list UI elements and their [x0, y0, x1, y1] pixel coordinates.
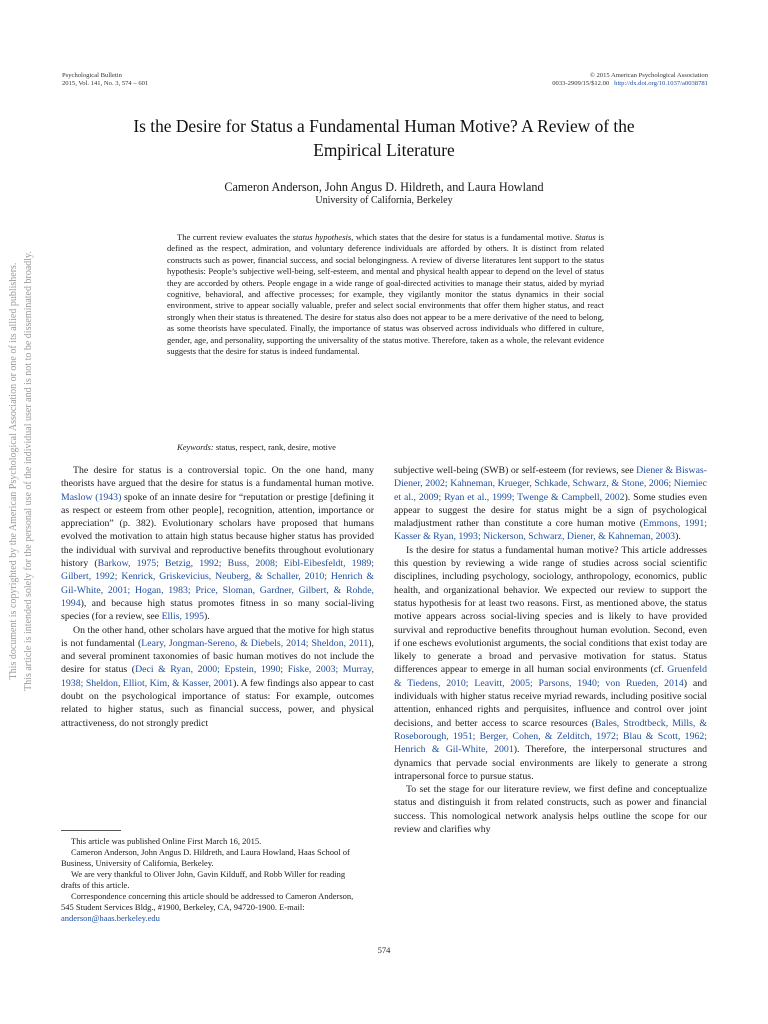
copyright-header	[552, 72, 708, 88]
citation-link[interactable]: Ellis, 1995	[161, 611, 205, 623]
keywords-text: status, respect, rank, desire, motive	[213, 442, 336, 452]
journal-header	[62, 72, 148, 88]
abstract-emphasis: Status	[574, 232, 596, 242]
abstract-part: The current review evaluates the	[177, 232, 293, 242]
citation-link[interactable]: Emmons, 1991; Kasser & Ryan, 1993; Nickerson, Schwarz, Diener, & Kahneman, 2003	[394, 518, 707, 543]
text-run: subjective well-being (SWB) or self-esteem (for reviews, see	[394, 465, 637, 476]
abstract-text	[167, 232, 604, 357]
keywords-label: Keywords:	[177, 442, 214, 452]
abstract-part: is defined as the respect, admiration, and voluntary deference individuals are afforded by others. It is distinct from related constructs such as power, financial success, and social belongingness. A review of diverse literatures lent support to the status hypothesis: People’s subjective well-being, self-esteem, and mental and physical health appear to depend on the level of status they are accorded by others. People engage in a wide range of goal-directed activities to manage their status, aided by myriad cognitive, behavioral, and affective processes; for example, they vigilantly monitor the status dynamics in their social environment, strive to appear socially valuable, prefer and select social environments that offer them higher status, and react strongly when their status is threatened. The desire for status also does not appear to be a mere derivative of the need to belong, as some theorists have speculated. Finally, the importance of status was observed across individuals who differed in culture, gender, age, and personality, supporting the universality of the status motive. Therefore, taken as a whole, the relevant evidence suggests that the desire for status is indeed fundamental.	[167, 232, 605, 357]
citation-link[interactable]: Deci & Ryan, 2000; Epstein, 1990; Fiske, 2003; Murray, 1938; Sheldon, Elliot, Kim, & Kasser, 2001	[61, 664, 374, 689]
footnote-correspondence	[61, 891, 361, 924]
citation-link[interactable]: Gruenfeld & Tiedens, 2010; Leavitt, 2005; Parsons, 1940; von Rueden, 2014	[394, 664, 707, 689]
paragraph	[394, 544, 707, 783]
text-run: ), and because high status promotes fitness in so many social-living species (for a review, see	[61, 597, 374, 623]
copyright-sidenote	[6, 191, 44, 751]
text-run: On the other hand, other scholars have argued that the motive for high status is not fundamental (	[61, 624, 374, 649]
email-link[interactable]: anderson@haas.berkeley.edu	[61, 913, 160, 923]
issn-doi-line	[552, 80, 708, 88]
text-run: Is the desire for status a fundamental human motive? This article addresses this question by reviewing a wide range of studies across social scientific disciplines, including psychology, sociology, anthropology, economics, public health, and organizational behavior. We expected our review to support the status hypothesis for at least two reasons. First, as mentioned above, the status motive appears across social-living species and is likely to have provided survival and reproductive benefits throughout human evolution. Second, even if one eschews evolutionist arguments, the social conditions that exist today are likely to generate a broad and pervasive motivation for status. Status differences appear to emerge in all human social environments (cf.	[394, 544, 707, 676]
paragraph: To set the stage for our literature review, we first define and conceptualize status and distinguish it from related constructs, such as power and financial success. This nomological network analysis helps outline the scope for our review and clarifies why	[394, 784, 707, 836]
footnote-rule	[61, 830, 121, 831]
sidenote-line-1: This document is copyrighted by the American Psychological Association or one of its allied publishers.	[8, 262, 19, 680]
volume-info: 2015, Vol. 141, No. 3, 574 – 601	[62, 80, 149, 87]
text-run: ).	[204, 611, 210, 623]
text-run: The desire for status is a controversial topic. On the one hand, many theorists have argued that the desire for status is a fundamental human motive.	[61, 465, 374, 490]
issn: 0033-2909/15/$12.00	[552, 80, 610, 87]
affiliation: University of California, Berkeley	[315, 195, 453, 206]
sidenote-line-2: This article is intended solely for the personal use of the individual user and is not to be disseminated broadly.	[23, 251, 34, 691]
abstract-emphasis: status hypothesis	[292, 232, 352, 242]
abstract	[167, 232, 604, 357]
journal-name: Psychological Bulletin	[62, 72, 122, 79]
footnote-affiliation: Cameron Anderson, John Angus D. Hildreth, and Laura Howland, Haas School of Business, University of California, Berkeley.	[61, 847, 350, 868]
page-number: 574	[377, 945, 391, 955]
paragraph	[394, 464, 707, 544]
body-column-left	[61, 464, 374, 730]
footnote-acknowledgment: We are very thankful to Oliver John, Gavin Kilduff, and Robb Willer for reading drafts of this article.	[61, 869, 346, 890]
doi-link[interactable]: http://dx.doi.org/10.1037/a0038781	[614, 80, 708, 87]
text-run: spoke of an innate desire for “reputation or prestige [defining it as respect or esteem from other people], recognition, attention, importance or appreciation” (p. 382). Evolutionary scholars have proposed that humans evolved the motivation to attain high status because higher status has provided the individual with survival and reproductive benefits throughout evolutionary history (	[61, 491, 374, 570]
paragraph	[61, 464, 374, 624]
author-list: Cameron Anderson, John Angus D. Hildreth, and Laura Howland	[224, 180, 544, 194]
correspondence-text: Correspondence concerning this article should be addressed to Cameron Anderson, 545 Student Services Bldg., #1900, Berkeley, CA, 94720-1900. E-mail:	[61, 891, 354, 912]
article-title	[40, 114, 728, 162]
body-column-right	[394, 464, 707, 836]
citation-link[interactable]: Bales, Strodtbeck, Mills, & Roseborough, 1951; Berger, Cohen, & Zelditch, 1972; Blau & Scott, 1962; Henrich & Gil-White, 2001	[394, 717, 707, 756]
text-run: ). A few findings also appear to cast doubt on the psychological importance of status: For example, outcomes related to higher status, such as financial success, power, and physical attractiveness, do not strongly predict	[61, 677, 374, 729]
footnotes	[61, 830, 361, 924]
copyright-line: © 2015 American Psychological Association	[589, 72, 708, 79]
text-run: ). Therefore, the interpersonal structures and dynamics that pervade social environments are likely to generate a strong intrapersonal force to pursue status.	[394, 744, 707, 782]
text-run: ).	[675, 531, 681, 543]
footnote-published: This article was published Online First March 16, 2015.	[71, 836, 262, 846]
title-line-1: Is the Desire for Status a Fundamental Human Motive? A Review of the	[133, 116, 635, 136]
text-run: ), and several prominent taxonomies of basic human motives do not include the desire for status (	[61, 637, 374, 676]
text-run: ). Some studies even appear to suggest the desire for status might be a sign of psychological maladjustment rather than constitute a core human motive (	[394, 491, 707, 530]
title-line-2: Empirical Literature	[313, 140, 455, 160]
citation-link[interactable]: Barkow, 1975; Betzig, 1992; Buss, 2008; Eibl-Eibesfeldt, 1989; Gilbert, 1992; Kenrick, Griskevicius, Neuberg, & Schaller, 2010; Henrich & Gil-White, 2001; Hogan, 1983; Price, Sloman, Gardner, Gilbert, & Rohde, 1994	[61, 558, 374, 609]
abstract-part: , which states that the desire for status is a fundamental motive.	[351, 232, 575, 242]
keywords	[177, 442, 597, 453]
citation-link[interactable]: Leary, Jongman-Sereno, & Diebels, 2014; Sheldon, 2011	[141, 637, 369, 649]
paragraph	[61, 624, 374, 730]
citation-link[interactable]: Maslow (1943)	[61, 491, 122, 503]
text-run: ) and individuals with higher status receive myriad rewards, including positive social attention, enhanced rights and perquisites, influence and control over joint decisions, and better access to scarce resources (	[394, 677, 708, 729]
citation-link[interactable]: Diener & Biswas-Diener, 2002; Kahneman, Krueger, Schkade, Schwarz, & Stone, 2006; Niemiec et al., 2009; Ryan et al., 1999; Twenge & Campbell, 2002	[394, 465, 707, 503]
